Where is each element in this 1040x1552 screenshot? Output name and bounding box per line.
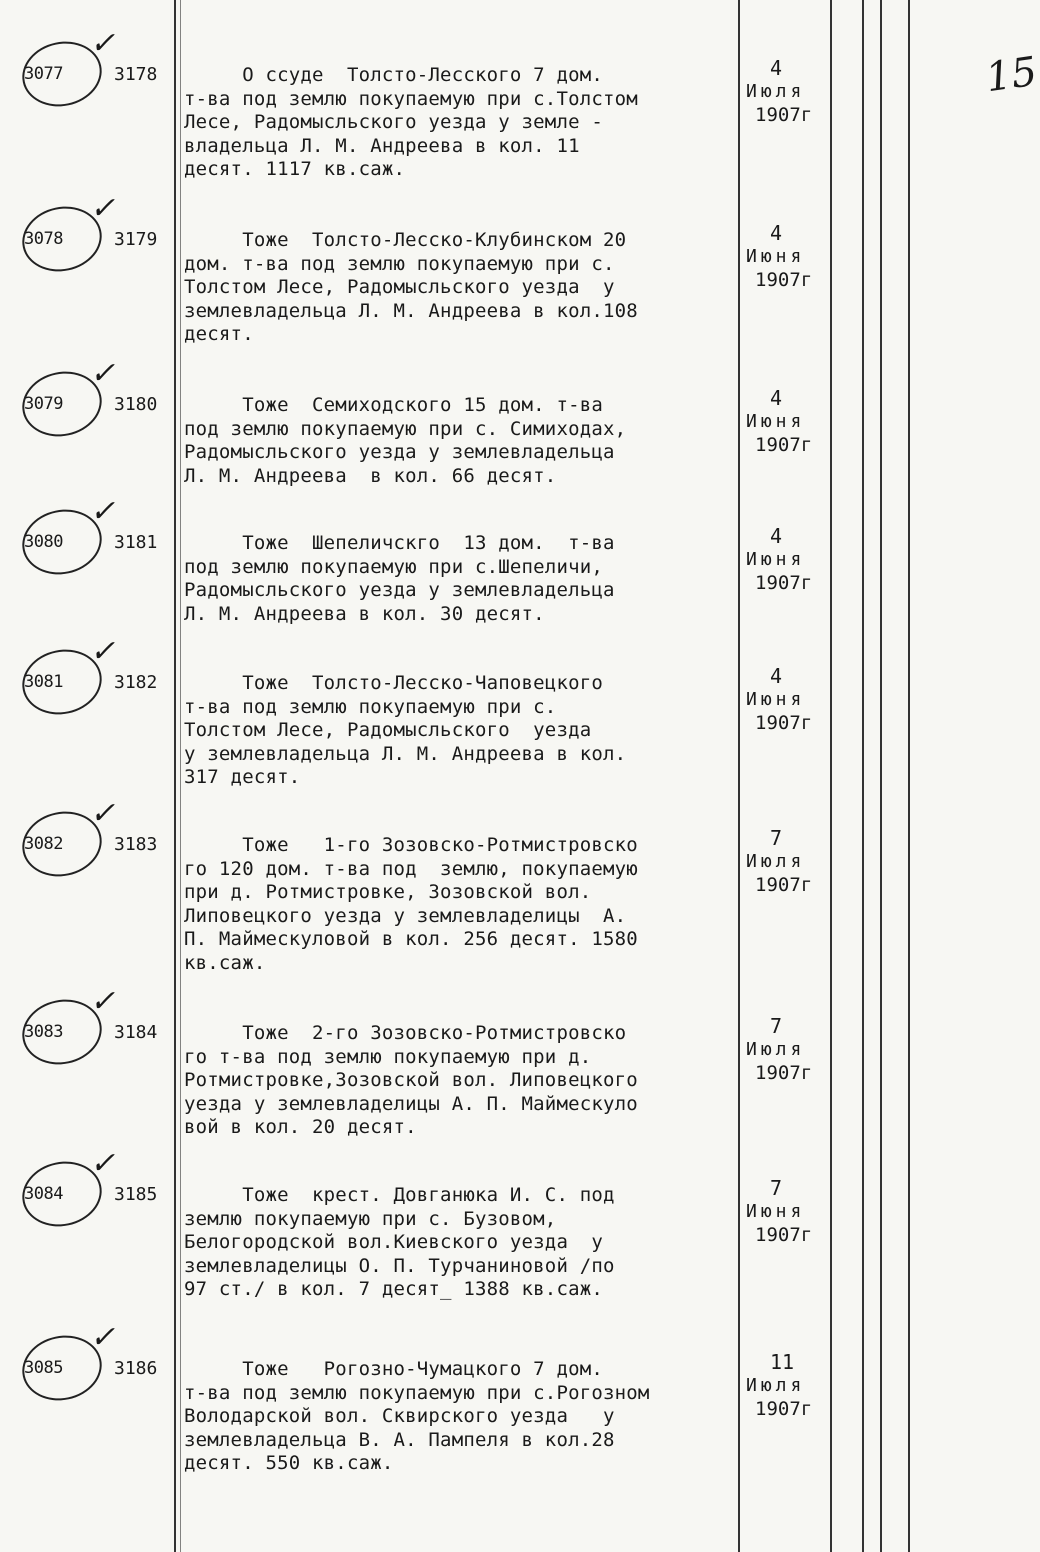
- inventory-number: 3077: [24, 64, 63, 84]
- entry-text: Тоже 1-го Зозовско-Ротмистровско го 120 дом. т-ва под землю, покупаемую при д. Ротмистровке, Зозовской вол. Липовецкого уезда у землевладелицы А. П. Маймескуловой в кол. 256 десят. 1580 кв.саж.: [184, 834, 638, 974]
- date-month: Июня: [746, 411, 806, 432]
- date-year: 1907г: [755, 434, 813, 456]
- inventory-number: 3085: [24, 1358, 63, 1378]
- entry-text: Тоже 2-го Зозовско-Ротмистровско го т-ва под землю покупаемую при д. Ротмистровке,Зозовской вол. Липовецкого уезда у землевладелицы А. П. Маймескуло вой в кол. 20 десят.: [184, 1022, 638, 1138]
- date-month: Июня: [746, 549, 806, 570]
- entry-row: [0, 984, 1024, 1172]
- entry-text: Тоже Толсто-Лесско-Чаповецкого т-ва под землю покупаемую при с. Толстом Лесе, Радомысльского уезда у землевладельца Л. М. Андреева в кол. 317 десят.: [184, 672, 627, 788]
- entry-row: [0, 634, 1024, 822]
- entry-row: [0, 1146, 1024, 1334]
- case-number: 3178: [114, 64, 158, 85]
- checkmark-icon: ✓: [90, 796, 116, 831]
- date-year: 1907г: [755, 1398, 813, 1420]
- date-year: 1907г: [755, 874, 813, 896]
- case-number: 3182: [114, 672, 158, 693]
- date-year: 1907г: [755, 572, 813, 594]
- inventory-number: 3084: [24, 1184, 63, 1204]
- date-year: 1907г: [755, 1224, 813, 1246]
- entry-text: Тоже Рогозно-Чумацкого 7 дом. т-ва под землю покупаемую при с.Рогозном Володарской вол. Сквирского уезда у землевладельца В. А. Пампеля в кол.28 десят. 550 кв.саж.: [184, 1358, 650, 1474]
- date-day: 4: [770, 386, 783, 410]
- inventory-number: 3079: [24, 394, 63, 414]
- date-day: 4: [770, 664, 783, 688]
- date-month: Июля: [746, 1039, 806, 1060]
- entry-row: [0, 796, 1024, 984]
- checkmark-icon: ✓: [90, 634, 116, 669]
- entry-row: [0, 191, 1024, 379]
- checkmark-icon: ✓: [90, 191, 116, 226]
- inventory-number: 3080: [24, 532, 63, 552]
- date-month: Июля: [746, 1375, 806, 1396]
- checkmark-icon: ✓: [90, 1320, 116, 1355]
- entry-row: [0, 1320, 1024, 1508]
- checkmark-icon: ✓: [90, 356, 116, 391]
- entry-row: [0, 356, 1024, 544]
- date-day: 4: [770, 56, 783, 80]
- date-year: 1907г: [755, 269, 813, 291]
- date-month: Июля: [746, 851, 806, 872]
- date-month: Июня: [746, 1201, 806, 1222]
- case-number: 3186: [114, 1358, 158, 1379]
- entry-text: Тоже Толсто-Лесско-Клубинском 20 дом. т-ва под землю покупаемую при с. Толстом Лесе, Радомысльского уезда у землевладельца Л. М. Андреева в кол.108 десят.: [184, 229, 638, 345]
- date-year: 1907г: [755, 104, 813, 126]
- page-number-mark: 15: [983, 48, 1040, 102]
- date-year: 1907г: [755, 1062, 813, 1084]
- entry-row: [0, 494, 1024, 682]
- date-day: 7: [770, 826, 783, 850]
- case-number: 3185: [114, 1184, 158, 1205]
- date-day: 4: [770, 524, 783, 548]
- case-number: 3183: [114, 834, 158, 855]
- date-month: Июня: [746, 246, 806, 267]
- entry-text: Тоже крест. Довганюка И. С. под землю покупаемую при с. Бузовом, Белогородской вол.Киевского уезда у землевладелицы О. П. Турчаниновой /по 97 ст./ в кол. 7 десят_ 1388 кв.саж.: [184, 1184, 615, 1300]
- case-number: 3180: [114, 394, 158, 415]
- case-number: 3179: [114, 229, 158, 250]
- date-month: Июля: [746, 81, 806, 102]
- case-number: 3181: [114, 532, 158, 553]
- inventory-number: 3078: [24, 229, 63, 249]
- entry-text: Тоже Семиходского 15 дом. т-ва под землю покупаемую при с. Симиходах, Радомысльского уезда у землевладельца Л. М. Андреева в кол. 66 десят.: [184, 394, 627, 487]
- checkmark-icon: ✓: [90, 1146, 116, 1181]
- date-day: 7: [770, 1176, 783, 1200]
- date-day: 11: [770, 1350, 795, 1374]
- date-day: 4: [770, 221, 783, 245]
- case-number: 3184: [114, 1022, 158, 1043]
- checkmark-icon: ✓: [90, 26, 116, 61]
- entry-text: Тоже Шепеличскго 13 дом. т-ва под землю покупаемую при с.Шепеличи, Радомысльского уезда у землевладельца Л. М. Андреева в кол. 30 десят.: [184, 532, 615, 625]
- date-day: 7: [770, 1014, 783, 1038]
- inventory-number: 3082: [24, 834, 63, 854]
- checkmark-icon: ✓: [90, 494, 116, 529]
- inventory-number: 3081: [24, 672, 63, 692]
- checkmark-icon: ✓: [90, 984, 116, 1019]
- inventory-number: 3083: [24, 1022, 63, 1042]
- entry-row: [0, 26, 1024, 214]
- entry-text: О ссуде Толсто-Лесского 7 дом. т-ва под землю покупаемую при с.Толстом Лесе, Радомысльского уезда у земле - владельца Л. М. Андреева в кол. 11 десят. 1117 кв.саж.: [184, 64, 638, 180]
- date-year: 1907г: [755, 712, 813, 734]
- date-month: Июня: [746, 689, 806, 710]
